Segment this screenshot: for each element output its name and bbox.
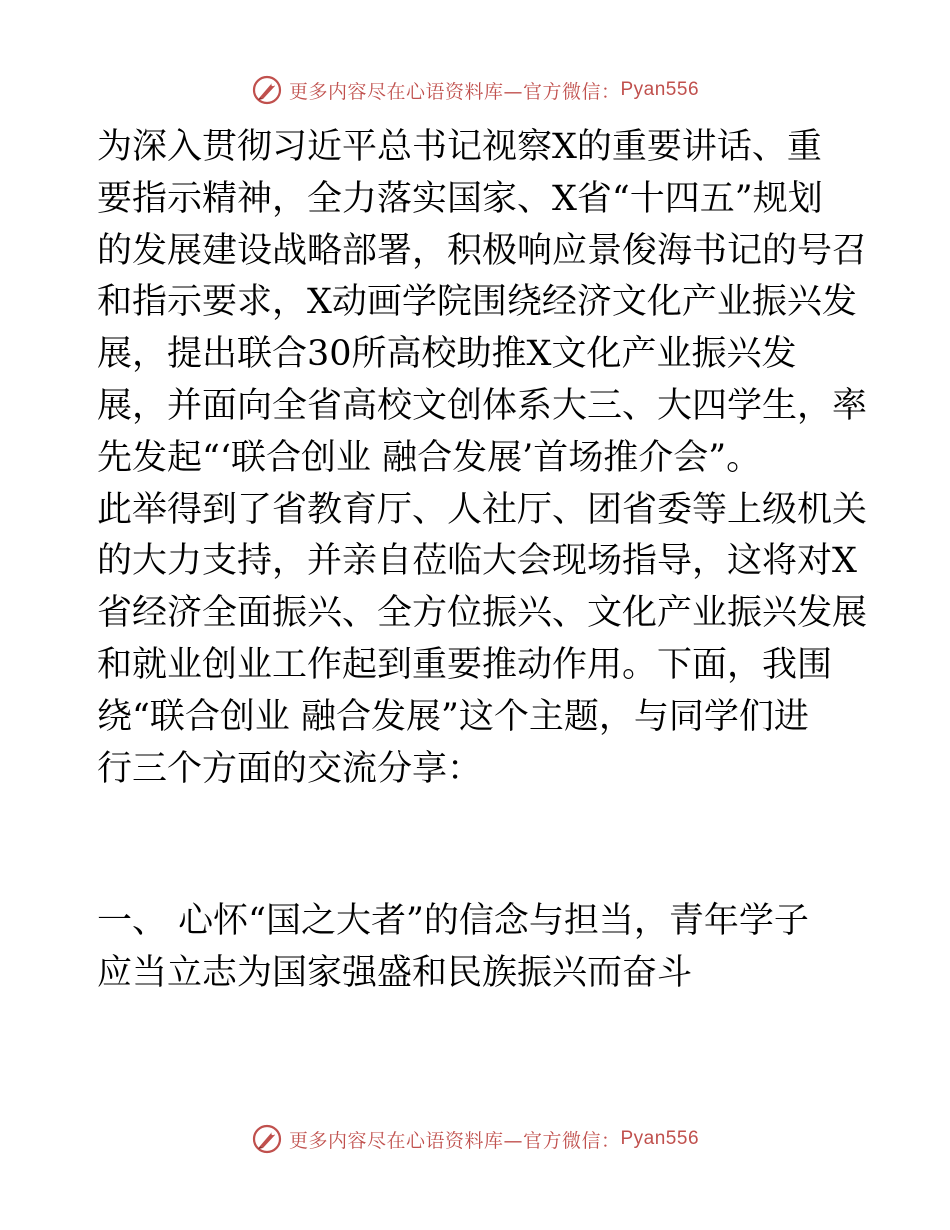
paragraph-line: 的发展建设战略部署，积极响应景俊海书记的号召 — [97, 230, 868, 271]
paragraph-line: 省经济全面振兴、全方位振兴、文化产业振兴发展 — [97, 593, 868, 634]
pen-nib-logo-icon — [251, 1123, 283, 1155]
watermark-wechat-id: Pyan556 — [620, 1128, 700, 1149]
paragraph-line: 展，提出联合30所高校助推X文化产业振兴发 — [97, 334, 797, 375]
watermark-text: 更多内容尽在心语资料库—官方微信： — [288, 80, 621, 103]
watermark-header — [0, 70, 950, 110]
paragraph-line: 展，并面向全省高校文创体系大三、大四学生，率 — [97, 385, 868, 426]
paragraph-line: 和就业创业工作起到重要推动作用。下面，我围 — [97, 644, 833, 685]
watermark-text: 更多内容尽在心语资料库—官方微信： — [288, 1129, 621, 1152]
paragraph-line: 此举得到了省教育厅、人社厅、团省委等上级机关 — [97, 489, 868, 530]
body-paragraph — [97, 122, 868, 795]
paragraph-line: 的大力支持，并亲自莅临大会现场指导，这将对X — [97, 541, 857, 582]
pen-nib-logo-icon — [251, 74, 283, 106]
paragraph-line: 要指示精神，全力落实国家、X省“十四五”规划 — [97, 178, 823, 219]
paragraph-line: 行三个方面的交流分享： — [97, 748, 483, 789]
heading-line: 应当立志为国家强盛和民族振兴而奋斗 — [97, 952, 693, 993]
paragraph-line: 先发起“‘联合创业 融合发展’首场推介会”。 — [97, 437, 762, 478]
paragraph-line: 为深入贯彻习近平总书记视察X的重要讲话、重 — [97, 127, 822, 167]
watermark-wechat-id: Pyan556 — [620, 79, 700, 100]
paragraph-line: 和指示要求，X动画学院围绕经济文化产业振兴发 — [97, 282, 857, 323]
paragraph-line: 绕“联合创业 融合发展”这个主题，与同学们进 — [97, 696, 809, 737]
section-heading — [97, 894, 857, 998]
watermark-footer — [0, 1119, 950, 1159]
heading-line: 一、 心怀“国之大者”的信念与担当，青年学子 — [97, 901, 809, 941]
